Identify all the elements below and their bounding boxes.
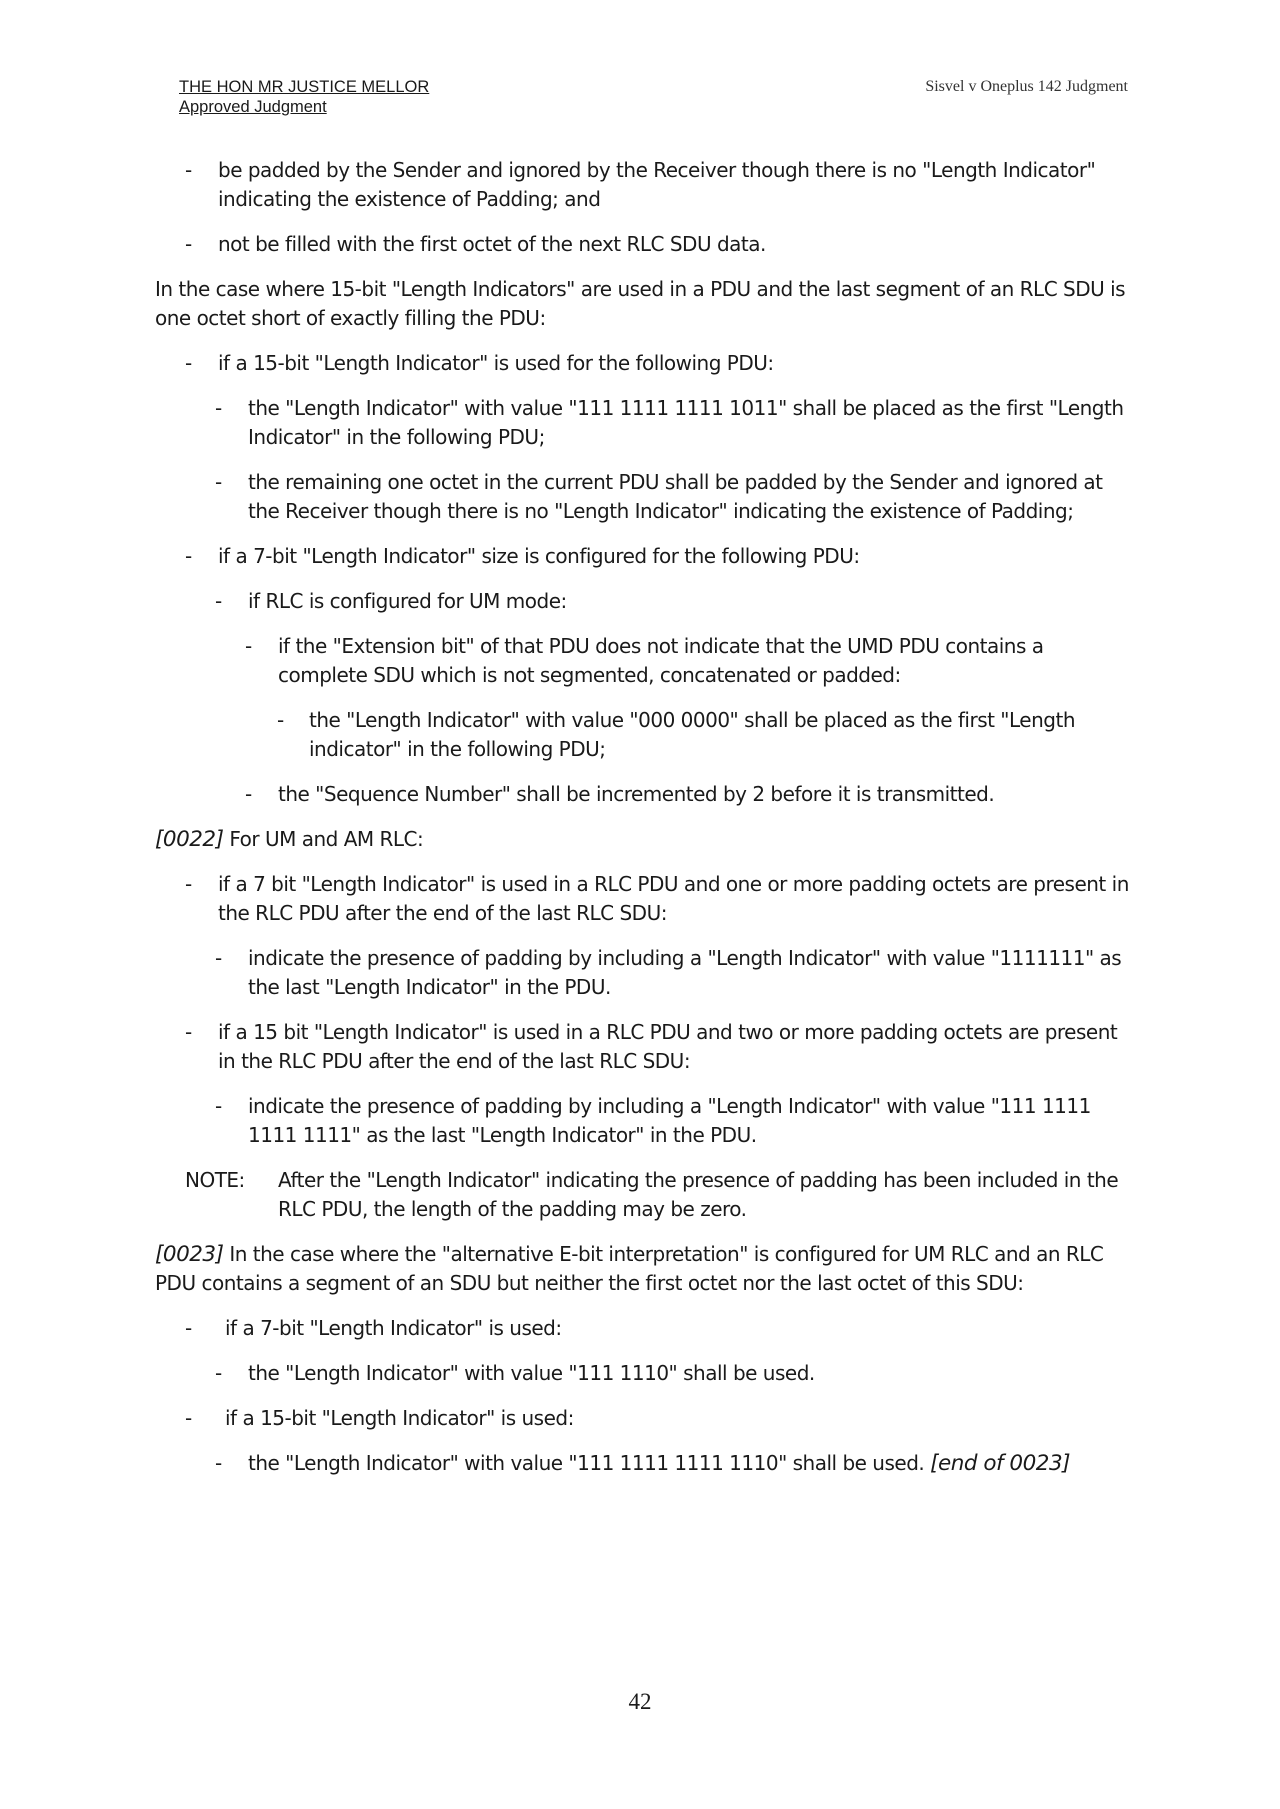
note-label: NOTE: — [185, 1168, 245, 1192]
list-item — [155, 632, 1135, 690]
item-text: if a 15 bit "Length Indicator" is used in a RLC PDU and two or more padding octets are present in the RLC PDU after the end of the last RLC SDU: — [218, 1020, 1118, 1073]
list-item — [155, 1314, 1135, 1343]
item-text: if the "Extension bit" of that PDU does not indicate that the UMD PDU contains a complete SDU which is not segmented, concatenated or padded: — [278, 634, 1044, 687]
item-text: the "Sequence Number" shall be incremented by 2 before it is transmitted. — [278, 782, 995, 806]
note — [155, 1166, 1135, 1224]
dash-bullet: - — [185, 1316, 192, 1340]
list-item — [155, 1092, 1135, 1150]
dash-bullet: - — [185, 1406, 192, 1430]
list-item — [155, 542, 1135, 571]
item-text: the "Length Indicator" with value "111 1111 1111 1011" shall be placed as the first "Length Indicator" in the following PDU; — [248, 396, 1124, 449]
case-title: Sisvel v Oneplus 142 Judgment — [925, 78, 1128, 95]
dash-bullet: - — [185, 351, 192, 375]
dash-bullet: - — [215, 396, 222, 420]
dash-bullet: - — [215, 1451, 222, 1475]
item-text: the "Length Indicator" with value "000 0000" shall be placed as the first "Length indicator" in the following PDU; — [309, 708, 1075, 761]
item-text: if a 7-bit "Length Indicator" size is configured for the following PDU: — [218, 544, 860, 568]
list-item — [155, 944, 1135, 1002]
dash-bullet: - — [277, 708, 284, 732]
dash-bullet: - — [215, 1361, 222, 1385]
judge-name: THE HON MR JUSTICE MELLOR — [179, 78, 430, 96]
dash-bullet: - — [215, 589, 222, 613]
dash-bullet: - — [215, 1094, 222, 1118]
running-header-left — [179, 77, 429, 117]
list-item — [155, 1404, 1135, 1433]
item-text: indicate the presence of padding by including a "Length Indicator" with value "1111111" as the last "Length Indicator" in the PDU. — [248, 946, 1122, 999]
item-text: the "Length Indicator" with value "111 1111 1111 1110" shall be used. — [248, 1451, 925, 1475]
item-text: if a 15-bit "Length Indicator" is used: — [225, 1406, 574, 1430]
paragraph: In the case where 15-bit "Length Indicators" are used in a PDU and the last segment of an RLC SDU is one octet short of exactly filling the PDU: — [155, 277, 1126, 330]
item-text: the remaining one octet in the current PDU shall be padded by the Sender and ignored at the Receiver though there is no "Length Indicator" indicating the existence of Padding; — [248, 470, 1103, 523]
item-text: the "Length Indicator" with value "111 1110" shall be used. — [248, 1361, 815, 1385]
dash-bullet: - — [245, 634, 252, 658]
list-item — [155, 870, 1135, 928]
dash-bullet: - — [185, 1020, 192, 1044]
judgment-body — [155, 156, 1135, 1478]
paragraph — [155, 825, 1135, 854]
item-text: indicate the presence of padding by including a "Length Indicator" with value "111 1111 1111 1111" as the last "Length Indicator" in the PDU. — [248, 1094, 1091, 1147]
paragraph-ref: [0022] — [155, 827, 224, 852]
paragraph-text: In the case where the "alternative E-bit interpretation" is configured for UM RLC and an RLC PDU contains a segment of an SDU but neither the first octet nor the last octet of this SDU: — [155, 1242, 1104, 1295]
list-item — [155, 780, 1135, 809]
item-text: if a 7 bit "Length Indicator" is used in a RLC PDU and one or more padding octets are present in the RLC PDU after the end of the last RLC SDU: — [218, 872, 1129, 925]
list-item — [155, 1018, 1135, 1076]
paragraph — [155, 1240, 1135, 1298]
item-text: if a 7-bit "Length Indicator" is used: — [225, 1316, 562, 1340]
dash-bullet: - — [185, 158, 192, 182]
item-text: if a 15-bit "Length Indicator" is used for the following PDU: — [218, 351, 774, 375]
list-item — [155, 1359, 1135, 1388]
item-text: if RLC is configured for UM mode: — [248, 589, 567, 613]
paragraph-ref: [0023] — [155, 1242, 224, 1267]
end-marker: [end of 0023] — [930, 1451, 1071, 1476]
paragraph-text: For UM and AM RLC: — [223, 827, 424, 851]
item-text: not be filled with the first octet of the next RLC SDU data. — [218, 232, 766, 256]
dash-bullet: - — [215, 946, 222, 970]
list-item — [155, 394, 1135, 452]
note-text: After the "Length Indicator" indicating the presence of padding has been included in the RLC PDU, the length of the padding may be zero. — [278, 1168, 1119, 1221]
page-number: 42 — [628, 1689, 652, 1714]
list-item — [155, 587, 1135, 616]
item-text: be padded by the Sender and ignored by the Receiver though there is no "Length Indicator" indicating the existence of Padding; and — [218, 158, 1096, 211]
approved-judgment-label: Approved Judgment — [179, 98, 327, 116]
dash-bullet: - — [185, 872, 192, 896]
list-item — [155, 1449, 1135, 1478]
list-item — [155, 706, 1135, 764]
list-item — [155, 349, 1135, 378]
dash-bullet: - — [245, 782, 252, 806]
list-item — [155, 468, 1135, 526]
list-item — [155, 230, 1135, 259]
dash-bullet: - — [185, 232, 192, 256]
list-item — [155, 156, 1135, 214]
dash-bullet: - — [185, 544, 192, 568]
dash-bullet: - — [215, 470, 222, 494]
